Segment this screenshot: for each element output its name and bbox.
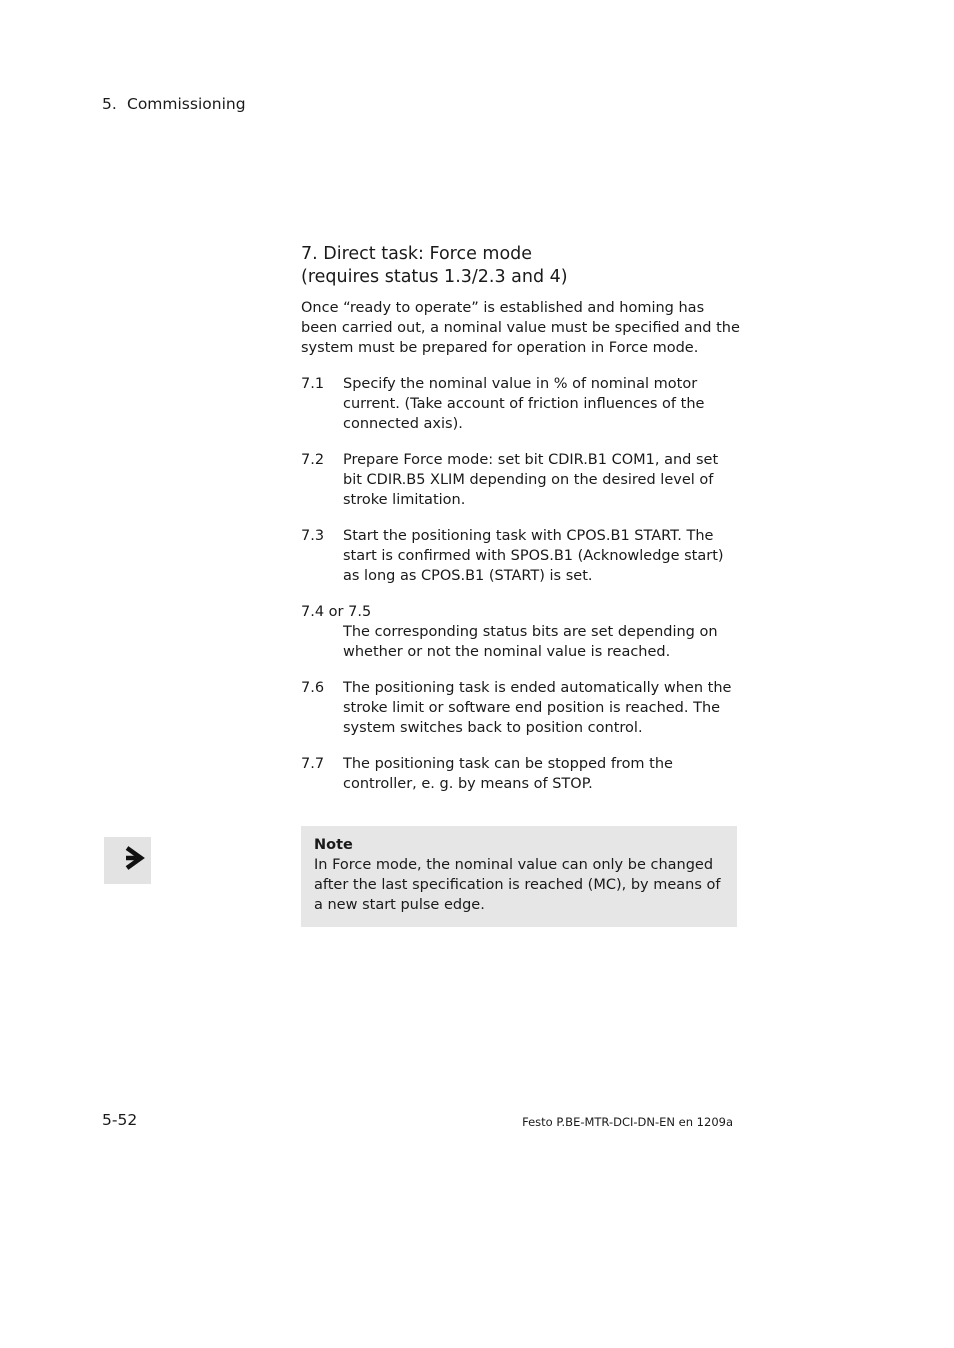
step-text: Start the positioning task with CPOS.B1 START. The start is confirmed with SPOS.B1 (Acknowledge start) as long as CPOS.B1 (START) is set. xyxy=(343,528,724,584)
step-number: 7.4 or 7.5 xyxy=(301,604,372,620)
step-item xyxy=(301,602,741,662)
chapter-number: 5. xyxy=(102,95,117,113)
section-content xyxy=(301,243,741,810)
chapter-title: Commissioning xyxy=(127,95,246,113)
chapter-header xyxy=(102,94,246,114)
step-item xyxy=(301,526,741,586)
step-item xyxy=(301,374,741,434)
step-number: 7.1 xyxy=(301,376,325,392)
note-text: In Force mode, the nominal value can only be changed after the last specification is reached (MC), by means of a new start pulse edge. xyxy=(314,857,721,913)
step-text: Prepare Force mode: set bit CDIR.B1 COM1, and set bit CDIR.B5 XLIM depending on the desired level of stroke limitation. xyxy=(343,452,719,508)
document-reference: Festo P.BE-MTR-DCI-DN-EN en 1209a xyxy=(522,1115,733,1129)
section-heading-line1: 7. Direct task: Force mode xyxy=(301,244,533,264)
step-text: Specify the nominal value in % of nominal motor current. (Take account of friction influences of the connected axis). xyxy=(343,376,705,432)
step-number: 7.3 xyxy=(301,528,325,544)
intro-paragraph: Once “ready to operate” is established and homing has been carried out, a nominal value must be specified and the system must be prepared for operation in Force mode. xyxy=(301,300,740,356)
step-item xyxy=(301,450,741,510)
step-number: 7.6 xyxy=(301,680,325,696)
step-number: 7.2 xyxy=(301,452,325,468)
section-heading-line2: (requires status 1.3/2.3 and 4) xyxy=(301,267,568,287)
step-item xyxy=(301,754,741,794)
step-text: The positioning task can be stopped from the controller, e. g. by means of STOP. xyxy=(343,756,673,792)
note-title: Note xyxy=(314,837,353,853)
note-box xyxy=(301,826,737,927)
section-heading xyxy=(301,243,741,289)
step-text: The corresponding status bits are set depending on whether or not the nominal value is reached. xyxy=(343,624,718,660)
step-number: 7.7 xyxy=(301,756,325,772)
step-list xyxy=(301,374,741,794)
step-text: The positioning task is ended automatically when the stroke limit or software end position is reached. The system switches back to position control. xyxy=(343,680,732,736)
step-item xyxy=(301,678,741,738)
arrow-right-icon xyxy=(104,837,151,884)
page-number: 5-52 xyxy=(102,1111,138,1129)
